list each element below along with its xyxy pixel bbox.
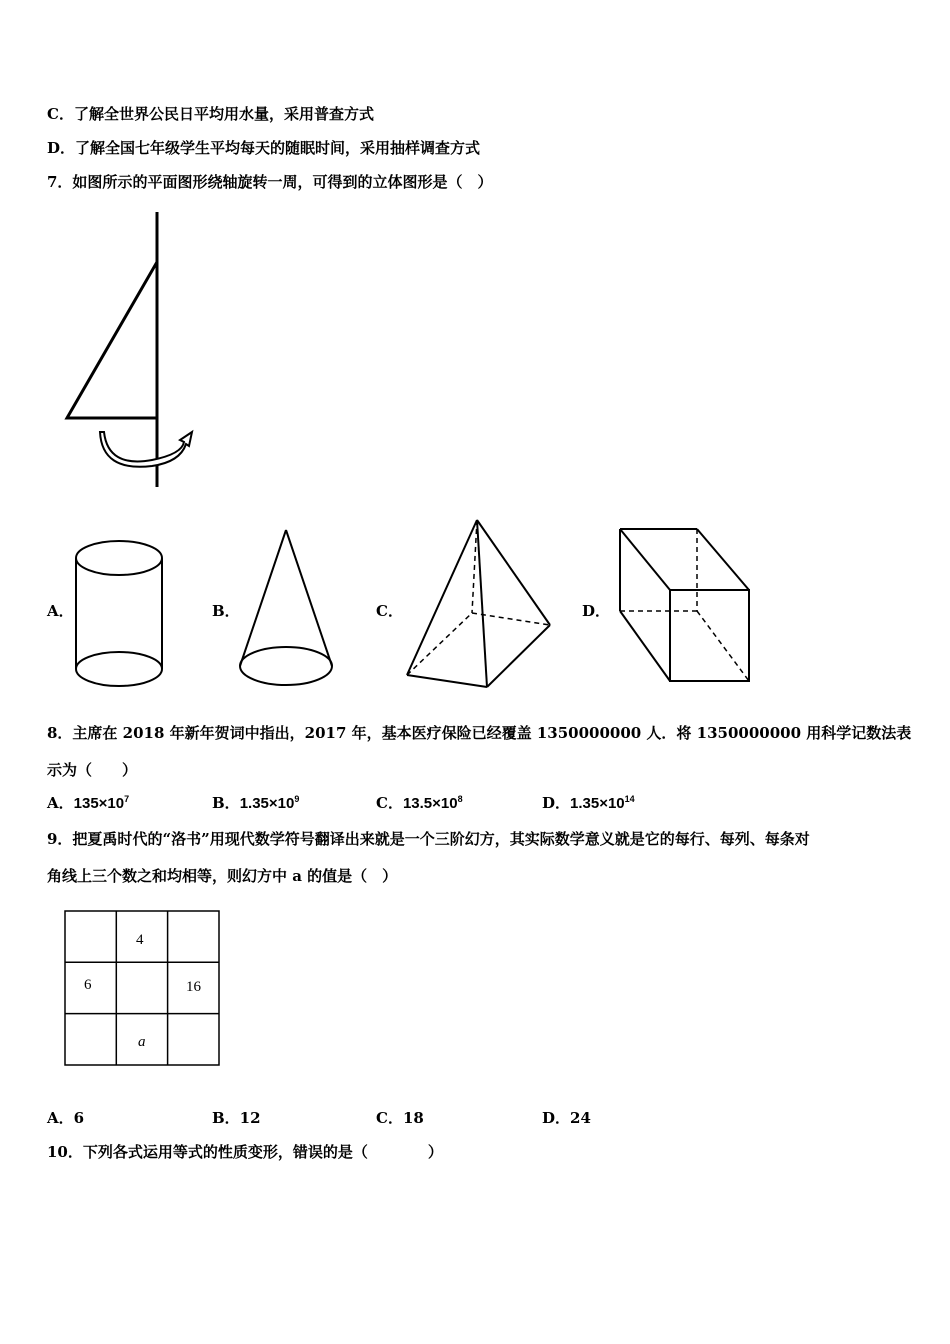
q7-option-b-label: B．: [212, 602, 240, 620]
q8-option-c: C．$13.5\times 10^8$: [376, 794, 463, 812]
magic-square-cell-top-mid: 4: [136, 932, 144, 948]
q8-stem-line1: 8．主席在 2018 年新年贺词中指出，2017 年，基本医疗保险已经覆盖 1350000000 人．将 1350000000 用科学记数法表: [47, 724, 912, 742]
q9-option-a: A．6: [47, 1109, 85, 1127]
q6-option-c: C．了解全世界公民日平均用水量，采用普查方式: [47, 105, 374, 123]
pyramid-figure: [400, 515, 560, 695]
prism-figure: [610, 522, 760, 692]
q10-stem: 10．下列各式运用等式的性质变形，错误的是（ ）: [47, 1143, 443, 1161]
magic-square-cell-mid-left: 6: [84, 977, 92, 993]
q7-option-d-label: D．: [582, 602, 611, 620]
q9-stem-line2: 角线上三个数之和均相等，则幻方中 a 的值是（ ）: [47, 867, 398, 885]
q9-option-c: C．18: [376, 1109, 424, 1127]
q8-option-d: D．$1.35\times 10^{14}$: [542, 794, 635, 812]
magic-square-cell-bottom-mid: a: [138, 1034, 146, 1050]
q7-option-a-label: A．: [47, 602, 74, 620]
q8-option-a: A．$135\times 10^7$: [47, 794, 130, 812]
rotation-figure: [60, 210, 200, 490]
q9-stem-line1: 9．把夏禹时代的“洛书”用现代数学符号翻译出来就是一个三阶幻方，其实际数学意义就是它的每行、每列、每条对: [47, 830, 810, 848]
q6-option-d: D．了解全国七年级学生平均每天的随眠时间，采用抽样调查方式: [47, 139, 481, 157]
q8-stem-line2: 示为（ ）: [47, 761, 138, 779]
q9-option-d: D．24: [542, 1109, 591, 1127]
rotation-arrow-icon: [100, 432, 192, 467]
q7-stem: 7．如图所示的平面图形绕轴旋转一周，可得到的立体图形是（ ）: [47, 173, 493, 191]
q7-option-c-label: C．: [376, 602, 403, 620]
cylinder-figure: [70, 535, 170, 695]
cone-figure: [235, 525, 345, 695]
magic-square-cell-mid-right: 16: [186, 979, 201, 995]
q8-option-b: B．$1.35\times 10^9$: [212, 794, 300, 812]
q9-option-b: B．12: [212, 1109, 261, 1127]
triangle: [67, 262, 157, 418]
